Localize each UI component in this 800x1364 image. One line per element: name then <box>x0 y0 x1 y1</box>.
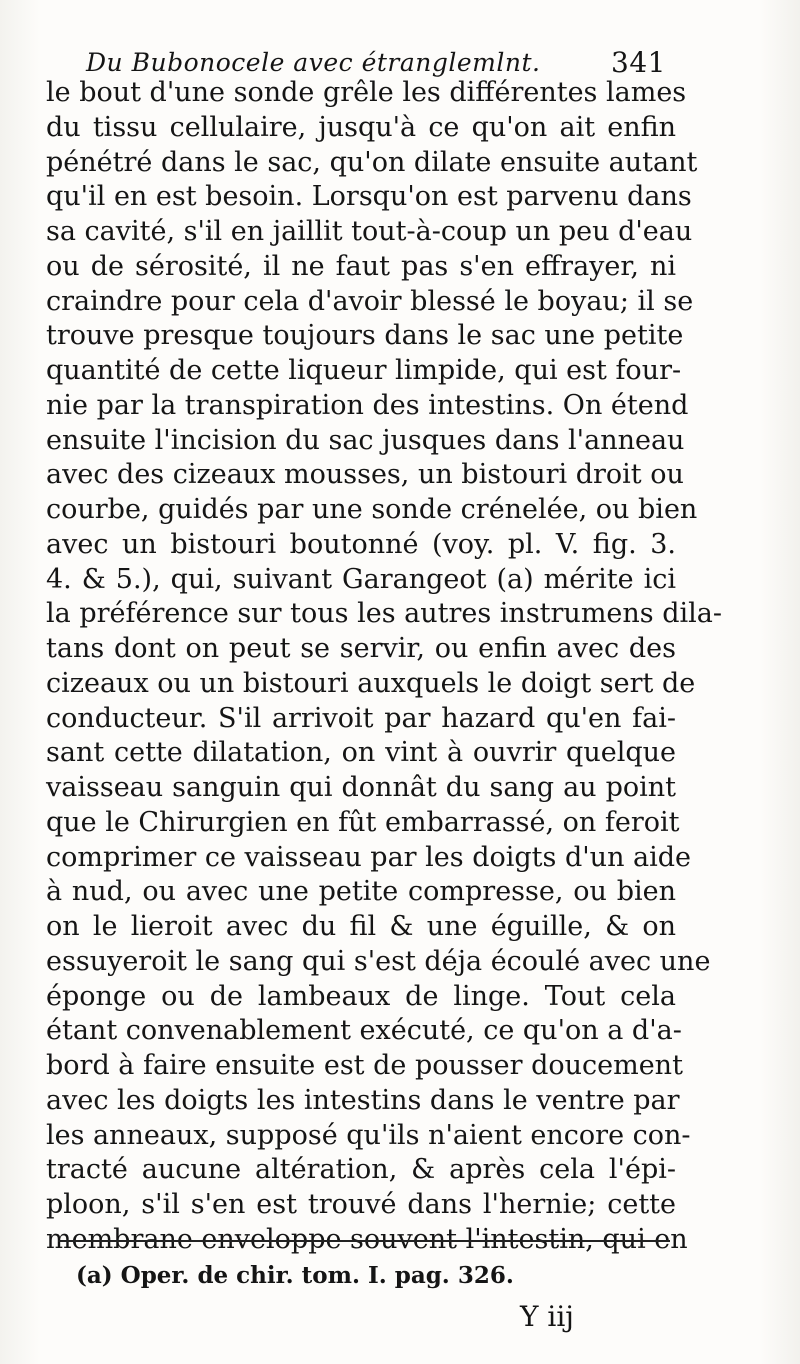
text-line: tans dont on peut se servir, ou enfin avec des <box>46 633 676 664</box>
text-line: éponge ou de lambeaux de linge. Tout cela <box>46 980 676 1012</box>
text-line: ou de sérosité, il ne faut pas s'en effrayer, ni <box>46 250 676 282</box>
text-line: vaisseau sanguin qui donnât du sang au point <box>46 772 676 803</box>
text-line: étant convenablement exécuté, ce qu'on a d'a- <box>46 1015 682 1047</box>
text-line: du tissu cellulaire, jusqu'à ce qu'on ait enfin <box>46 111 676 143</box>
text-line: sant cette dilatation, on vint à ouvrir quelque <box>46 737 676 769</box>
text-line: ploon, s'il s'en est trouvé dans l'hernie; cette <box>46 1189 676 1220</box>
text-line: à nud, ou avec une petite compresse, ou bien <box>46 876 676 908</box>
text-line: on le lieroit avec du fil & une éguille, & on <box>46 911 676 942</box>
text-line: conducteur. S'il arrivoit par hazard qu'en fai- <box>46 702 676 734</box>
text-line: bord à faire ensuite est de pousser doucement <box>46 1050 683 1081</box>
text-line: avec les doigts les intestins dans le ventre par <box>46 1084 680 1116</box>
text-line: cizeaux ou un bistouri auxquels le doigt sert de <box>46 667 696 699</box>
text-line: essuyeroit le sang qui s'est déja écoulé avec une <box>46 945 711 977</box>
text-line: craindre pour cela d'avoir blessé le boyau; il se <box>46 285 694 317</box>
text-line: tracté aucune altération, & après cela l'épi- <box>46 1154 676 1186</box>
text-line: les anneaux, supposé qu'ils n'aient encore con- <box>46 1119 691 1151</box>
running-title: Du Bubonocele avec étranglemlnt. <box>86 48 541 77</box>
text-line: quantité de cette liqueur limpide, qui est four- <box>46 355 682 386</box>
text-line: la préférence sur tous les autres instrumens dila- <box>46 598 723 630</box>
signature-mark: Y iij <box>520 1300 574 1333</box>
text-line: sa cavité, s'il en jaillit tout-à-coup un peu d'eau <box>46 216 693 247</box>
body-text <box>46 76 723 1258</box>
text-line: avec des cizeaux mousses, un bistouri droit ou <box>46 459 684 491</box>
footnote: (a) Oper. de chir. tom. I. pag. 326. <box>76 1262 514 1289</box>
text-line: ensuite l'incision du sac jusques dans l'anneau <box>46 424 685 456</box>
page-number: 341 <box>611 46 666 79</box>
footnote-rule <box>58 1240 670 1242</box>
text-line: que le Chirurgien en fût embarrassé, on feroit <box>46 806 680 838</box>
text-line: trouve presque toujours dans le sac une petite <box>46 320 684 352</box>
text-line: courbe, guidés par une sonde crénelée, ou bien <box>46 494 698 525</box>
text-line: pénétré dans le sac, qu'on dilate ensuite autant <box>46 146 698 178</box>
text-line: avec un bistouri boutonné (voy. pl. V. fig. 3. <box>46 528 676 560</box>
text-line: nie par la transpiration des intestins. On étend <box>46 389 689 421</box>
text-line: qu'il en est besoin. Lorsqu'on est parvenu dans <box>46 181 692 213</box>
text-line: le bout d'une sonde grêle les différentes lames <box>46 77 687 108</box>
text-line: membrane enveloppe souvent l'intestin, qui en <box>46 1223 688 1255</box>
text-line: 4. & 5.), qui, suivant Garangeot (a) mérite ici <box>46 563 676 595</box>
text-line: comprimer ce vaisseau par les doigts d'un aide <box>46 841 692 873</box>
